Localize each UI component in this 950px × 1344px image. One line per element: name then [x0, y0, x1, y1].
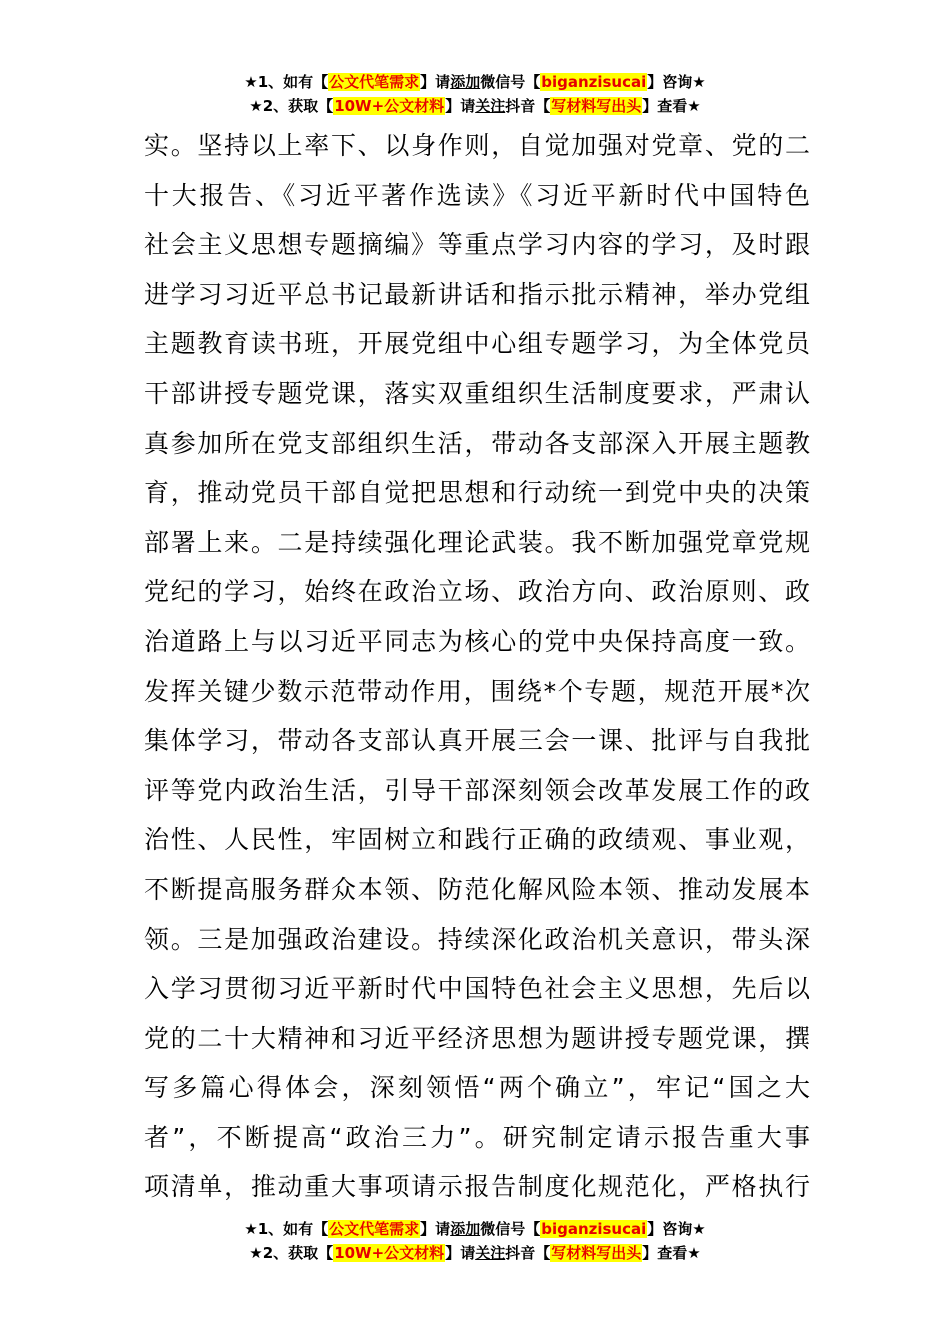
text-line: 入学习贯彻习近平新时代中国特色社会主义思想，先后以: [144, 974, 810, 1004]
highlight-service: 公文代笔需求: [329, 73, 420, 91]
text-line: 育，推动党员干部自觉把思想和行动统一到党中央的决策: [144, 478, 810, 508]
banner-line-2: ★2、获取【10W+公文材料】请关注抖音【写材料写出头】查看★: [249, 1244, 701, 1262]
text-line: 集体学习，带动各支部认真开展三会一课、批评与自我批: [144, 726, 810, 756]
highlight-materials: 10W+公文材料: [334, 97, 445, 115]
text-line: 进学习习近平总书记最新讲话和指示批示精神，举办党组: [144, 279, 810, 309]
header-banner: [0, 70, 950, 118]
banner-line-2: ★2、获取【10W+公文材料】请关注抖音【写材料写出头】查看★: [249, 97, 701, 115]
text-line: 十大报告、《习近平著作选读》《习近平新时代中国特色: [144, 180, 810, 210]
text-line: 项清单，推动重大事项请示报告制度化规范化，严格执行: [144, 1172, 810, 1202]
highlight-service: 公文代笔需求: [329, 1220, 420, 1238]
text-line: 治道路上与以习近平同志为核心的党中央保持高度一致。: [144, 626, 810, 656]
highlight-douyin-id: 写材料写出头: [551, 1244, 642, 1262]
highlight-wechat-id: biganzisucai: [541, 73, 647, 91]
text-line: 治性、人民性，牢固树立和践行正确的政绩观、事业观，: [144, 825, 810, 855]
text-line: 党的二十大精神和习近平经济思想为题讲授专题党课，撰: [144, 1023, 810, 1053]
text-line: 写多篇心得体会，深刻领悟“两个确立”，牢记“国之大: [144, 1073, 810, 1103]
text-line: 主题教育读书班，开展党组中心组专题学习，为全体党员: [144, 329, 810, 359]
text-line: 者”，不断提高“政治三力”。研究制定请示报告重大事: [144, 1122, 810, 1152]
highlight-materials: 10W+公文材料: [334, 1244, 445, 1262]
text-line: 部署上来。二是持续强化理论武装。我不断加强党章党规: [144, 527, 810, 557]
text-line: 社会主义思想专题摘编》等重点学习内容的学习，及时跟: [144, 230, 810, 260]
banner-line-1: ★1、如有【公文代笔需求】请添加微信号【biganzisucai】咨询★: [244, 1220, 706, 1238]
banner-line-1: ★1、如有【公文代笔需求】请添加微信号【biganzisucai】咨询★: [244, 73, 706, 91]
text-line: 不断提高服务群众本领、防范化解风险本领、推动发展本: [144, 874, 810, 904]
footer-banner: [0, 1217, 950, 1265]
text-line: 实。坚持以上率下、以身作则，自觉加强对党章、党的二: [144, 131, 810, 160]
text-line: 党纪的学习，始终在政治立场、政治方向、政治原则、政: [144, 577, 810, 607]
text-line: 干部讲授专题党课，落实双重组织生活制度要求，严肃认: [144, 378, 810, 408]
text-line: 真参加所在党支部组织生活，带动各支部深入开展主题教: [144, 428, 810, 458]
highlight-wechat-id: biganzisucai: [541, 1220, 647, 1238]
document-body: [144, 121, 810, 1212]
text-line: 发挥关键少数示范带动作用，围绕*个专题，规范开展*次: [144, 676, 810, 706]
text-line: 领。三是加强政治建设。持续深化政治机关意识，带头深: [144, 924, 810, 954]
text-line: 评等党内政治生活，引导干部深刻领会改革发展工作的政: [144, 775, 810, 805]
highlight-douyin-id: 写材料写出头: [551, 97, 642, 115]
